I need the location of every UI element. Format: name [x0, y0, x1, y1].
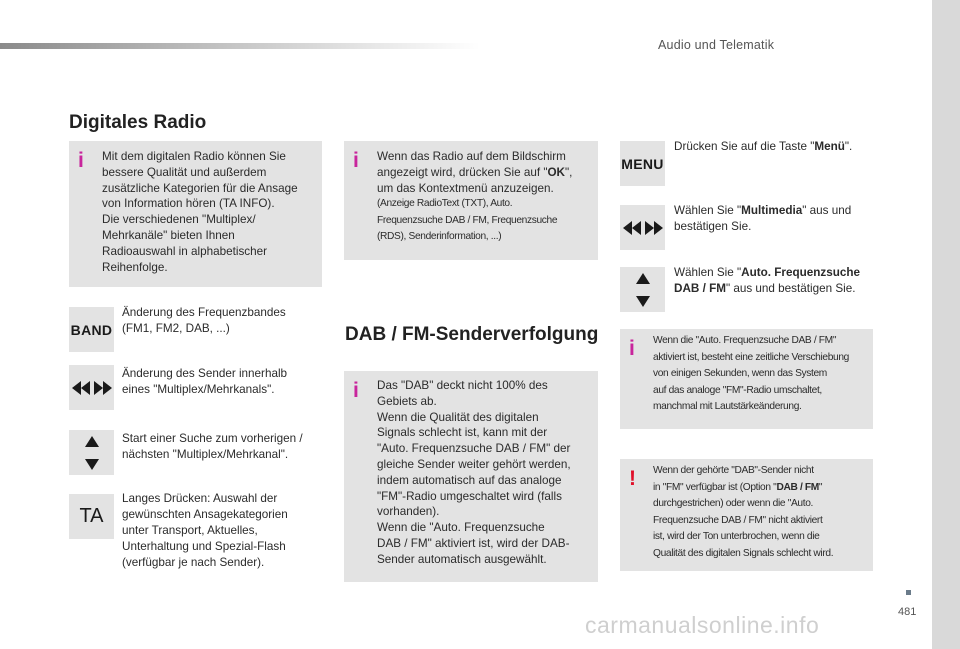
- section-subtitle: DAB / FM-Senderverfolgung: [345, 324, 599, 345]
- info-box-context-menu: i Wenn das Radio auf dem Bildschirm angezeigt wird, drücken Sie auf "OK", um das Kontextmenü anzuzeigen. (Anzeige RadioText (TXT), Auto. Frequenzsuche DAB / FM, Frequenzsuche (RDS), Senderinformation, ...): [344, 141, 598, 260]
- page-title: Digitales Radio: [69, 112, 207, 133]
- info-icon: i: [353, 149, 359, 172]
- control-band-description: Änderung des Frequenzbandes (FM1, FM2, DAB, ...): [122, 306, 286, 335]
- intro-line: Mit dem digitalen Radio können Sie: [102, 150, 286, 163]
- step-auto-frequency-text: Wählen Sie "Auto. Frequenzsuche DAB / FM" aus und bestätigen Sie.: [674, 266, 861, 295]
- info-box-dab: i Das "DAB" deckt nicht 100% des Gebiets ab. Wenn die Qualität des digitalen Signals schlecht ist, kann mit der "Auto. Frequenzsuche DAB / FM" der gleiche Sender weiter gehört werden, indem automatisch auf das analoge "FM"-Radio umgeschaltet wird (falls vorhanden). Wenn die "Auto. Frequenzsuche DAB / FM" aktiviert ist, wird der DAB- Sender automatisch ausgewählt.: [344, 371, 598, 582]
- intro-line: zusätzliche Kategorien für die Ansage: [102, 181, 298, 195]
- control-ta-description: Langes Drücken: Auswahl der gewünschten Ansagekategorien unter Transport, Aktuelles, Unterhaltung und Spezial-Flash (verfügbar je nach Sender).: [122, 492, 288, 569]
- page-number: 481: [898, 606, 917, 618]
- info-icon: i: [353, 379, 359, 402]
- step-menu-text: Drücken Sie auf die Taste "Menü".: [674, 140, 853, 153]
- side-strip: [932, 0, 960, 649]
- intro-line: Reihenfolge.: [102, 260, 168, 274]
- seek-arrows-icon: [72, 380, 112, 396]
- seek-left-right-icon: [69, 365, 114, 410]
- info-icon: i: [629, 337, 635, 360]
- control-seek-description: Änderung des Sender innerhalb eines "Multiplex/Mehrkanals".: [122, 367, 288, 396]
- up-down-arrows-icon: [69, 430, 114, 475]
- band-button-icon: BAND: [69, 307, 114, 352]
- section-title: Audio und Telematik: [658, 38, 775, 52]
- seek-arrows-icon: [623, 220, 663, 236]
- info-box-intro: [69, 141, 322, 287]
- up-down-icon: [636, 273, 650, 307]
- up-down-arrows-icon: [620, 267, 665, 312]
- info-box-delay-note: i Wenn die "Auto. Frequenzsuche DAB / FM" aktiviert ist, besteht eine zeitliche Verschiebung von einigen Sekunden, wenn das System auf das analoge "FM"-Radio umschaltet, manchmal mit Lautstärkeänderung.: [620, 329, 873, 429]
- seek-left-right-icon: [620, 205, 665, 250]
- header-gradient-bar: [0, 43, 480, 49]
- intro-line: von Information hören (TA INFO).: [102, 197, 275, 211]
- up-down-icon: [85, 436, 99, 470]
- intro-line: Die verschiedenen "Multiplex/: [102, 213, 256, 227]
- intro-line: bessere Qualität und außerdem: [102, 165, 267, 179]
- warning-icon: !: [629, 467, 636, 490]
- intro-line: Mehrkanäle" bieten Ihnen: [102, 228, 235, 242]
- watermark: carmanualsonline.info: [585, 612, 820, 638]
- info-icon: i: [78, 149, 84, 172]
- control-search-description: Start einer Suche zum vorherigen / nächsten "Multiplex/Mehrkanal".: [122, 432, 303, 461]
- page-marker: [906, 590, 911, 595]
- warning-box: ! Wenn der gehörte "DAB"-Sender nicht in "FM" verfügbar ist (Option "DAB / FM" durchgestrichen) oder wenn die "Auto. Frequenzsuche DAB / FM" nicht aktiviert ist, wird der Ton unterbrochen, wenn die Qualität des digitalen Signals schlecht wird.: [620, 459, 873, 571]
- intro-line: Radioauswahl in alphabetischer: [102, 244, 268, 258]
- step-multimedia-text: Wählen Sie "Multimedia" aus und bestätigen Sie.: [674, 204, 852, 233]
- ta-button-icon: TA: [69, 494, 114, 539]
- menu-button-icon: MENU: [620, 141, 665, 186]
